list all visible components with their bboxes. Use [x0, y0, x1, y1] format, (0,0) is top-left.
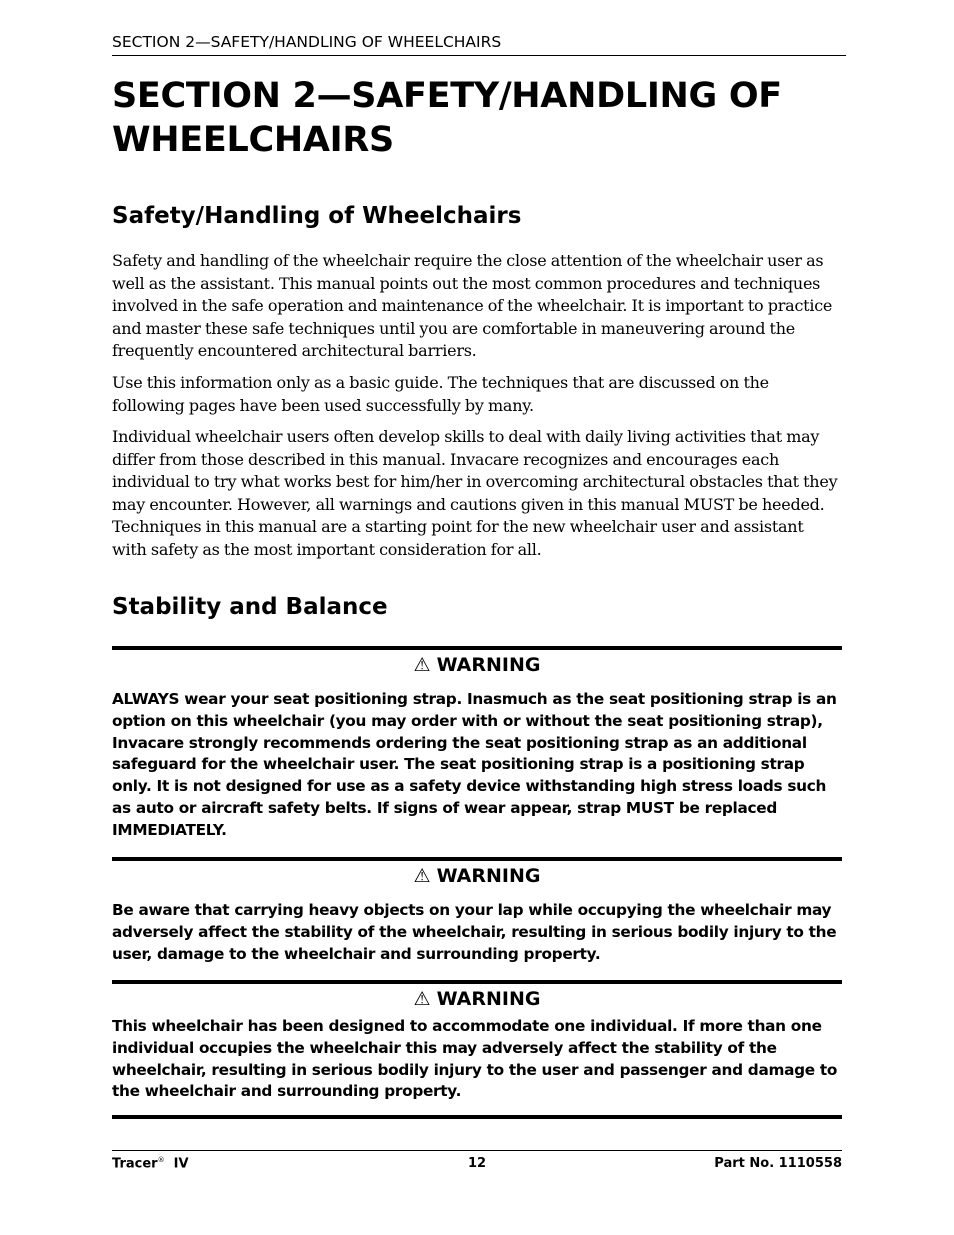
running-header: SECTION 2—SAFETY/HANDLING OF WHEELCHAIRS — [112, 33, 502, 51]
paragraph: Individual wheelchair users often develop skills to deal with daily living activities that may differ from those described in this manual. Invacare recognizes and encourages each individual to try what works best for him/her in overcoming architectural obstacles that they may encounter. However, all warnings and cautions given in this manual MUST be heeded. Techniques in this manual are a starting point for the new wheelchair user and assistant with safety as the most important consideration for all. — [112, 427, 838, 559]
footer-product — [112, 1156, 189, 1171]
warning-label: WARNING — [436, 654, 541, 676]
warning-heading — [112, 654, 842, 676]
warning-label: WARNING — [436, 865, 541, 887]
section-title — [112, 74, 852, 162]
warning-text: ALWAYS wear your seat positioning strap. Inasmuch as the seat positioning strap is an option on this wheelchair (you may order with or without the seat positioning strap), Invacare strongly recommends ordering the seat positioning strap as an additional safeguard for the wheelchair user. The seat positioning strap is a positioning strap only. It is not designed for use as a safety device withstanding high stress loads such as auto or aircraft safety belts. If signs of wear appear, strap MUST be replaced IMMEDIATELY. — [112, 690, 837, 839]
warning-heading — [112, 865, 842, 887]
warning-text: Be aware that carrying heavy objects on your lap while occupying the wheelchair may adversely affect the stability of the wheelchair, resulting in serious bodily injury to the user, damage to the wheelchair and surrounding property. — [112, 901, 837, 963]
paragraph: Use this information only as a basic guide. The techniques that are discussed on the following pages have been used successfully by many. — [112, 373, 769, 415]
subsection-heading-stability: Stability and Balance — [112, 594, 388, 620]
footer-product-name: Tracer — [112, 1156, 158, 1172]
footer-product-suffix: IV — [173, 1156, 189, 1172]
warning-top-rule — [112, 646, 842, 650]
warning-top-rule — [112, 857, 842, 861]
section-title-line-1: SECTION 2—SAFETY/HANDLING OF — [112, 76, 782, 116]
header-rule — [112, 55, 846, 56]
warning-bottom-rule — [112, 1115, 842, 1119]
warning-label: WARNING — [436, 988, 541, 1010]
warning-text: This wheelchair has been designed to accommodate one individual. If more than one individual occupies the wheelchair this may adversely affect the stability of the wheelchair, resulting in serious bodily injury to the user and passenger and damage to the wheelchair and surrounding property. — [112, 1017, 838, 1101]
warning-triangle-icon: ⚠ — [413, 988, 431, 1010]
footer-rule — [112, 1150, 842, 1151]
warning-heading — [112, 988, 842, 1010]
part-number: Part No. 1110558 — [714, 1156, 842, 1171]
section-title-line-2: WHEELCHAIRS — [112, 120, 394, 160]
page-number: 12 — [468, 1156, 487, 1171]
registered-mark: ® — [157, 1156, 165, 1164]
warning-triangle-icon: ⚠ — [413, 654, 431, 676]
paragraph: Safety and handling of the wheelchair require the close attention of the wheelchair user as well as the assistant. This manual points out the most common procedures and techniques involved in the safe operation and maintenance of the wheelchair. It is important to practice and master these safe techniques until you are comfortable in maneuvering around the frequently encountered architectural barriers. — [112, 251, 833, 360]
warning-triangle-icon: ⚠ — [413, 865, 431, 887]
warning-top-rule — [112, 980, 842, 984]
subsection-heading-safety: Safety/Handling of Wheelchairs — [112, 203, 522, 229]
